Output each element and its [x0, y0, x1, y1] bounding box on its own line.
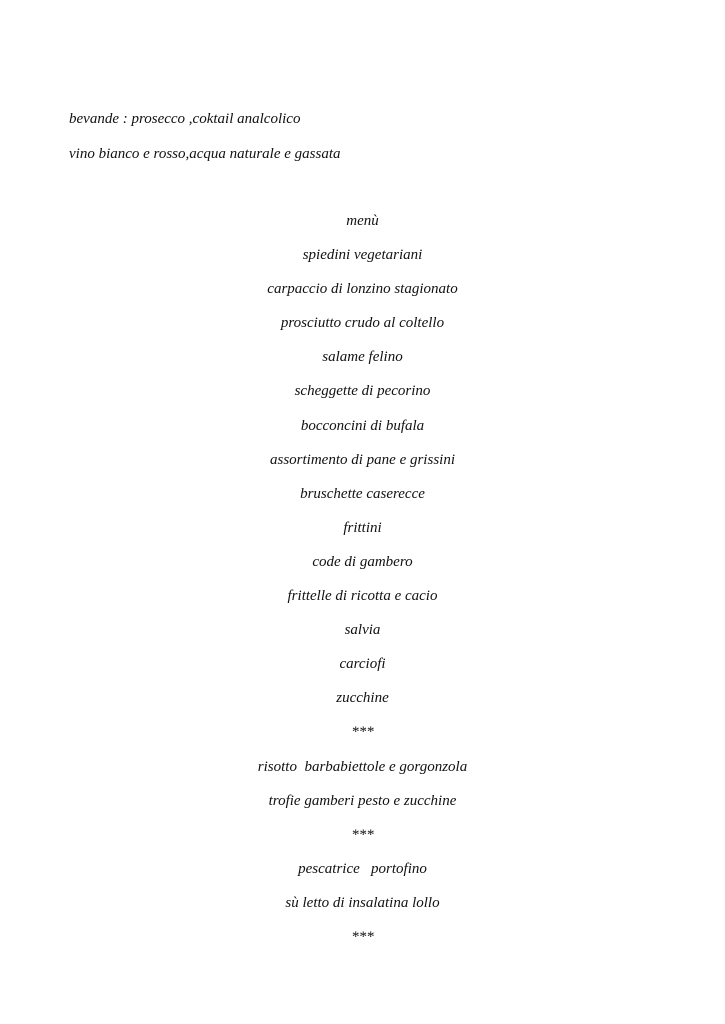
- menu-list: [0, 212, 725, 962]
- menu-item: trofie gamberi pesto e zucchine: [268, 792, 457, 809]
- menu-item: bruschette caserecce: [300, 485, 425, 502]
- menu-item: risotto barbabiettole e gorgonzola: [257, 758, 468, 775]
- menu-item: spiedini vegetariani: [302, 247, 423, 264]
- beverages-line-2: vino bianco e rosso,acqua naturale e gassata: [69, 146, 341, 162]
- menu-item: assortimento di pane e grissini: [269, 451, 455, 468]
- section-separator: ***: [351, 826, 374, 843]
- menu-item: frittelle di ricotta e cacio: [287, 588, 438, 605]
- beverages-line-1: bevande : prosecco ,coktail analcolico: [69, 111, 301, 127]
- menu-item: pescatrice portofino: [298, 860, 427, 877]
- menu-item: salvia: [344, 622, 381, 639]
- menu-item: bocconcini di bufala: [300, 417, 425, 434]
- menu-item: prosciutto crudo al coltello: [280, 315, 445, 332]
- menu-title: menù: [346, 213, 379, 229]
- menu-item: sù letto di insalatina lollo: [285, 894, 440, 911]
- menu-item: zucchine: [336, 690, 389, 707]
- menu-item: code di gambero: [312, 553, 413, 570]
- menu-item: carciofi: [339, 656, 386, 673]
- menu-item: carpaccio di lonzino stagionato: [267, 281, 458, 298]
- section-separator: ***: [351, 724, 374, 741]
- menu-item: scheggette di pecorino: [294, 383, 431, 400]
- section-separator: ***: [351, 928, 374, 945]
- menu-item: frittini: [343, 519, 382, 536]
- menu-item: salame felino: [322, 349, 403, 366]
